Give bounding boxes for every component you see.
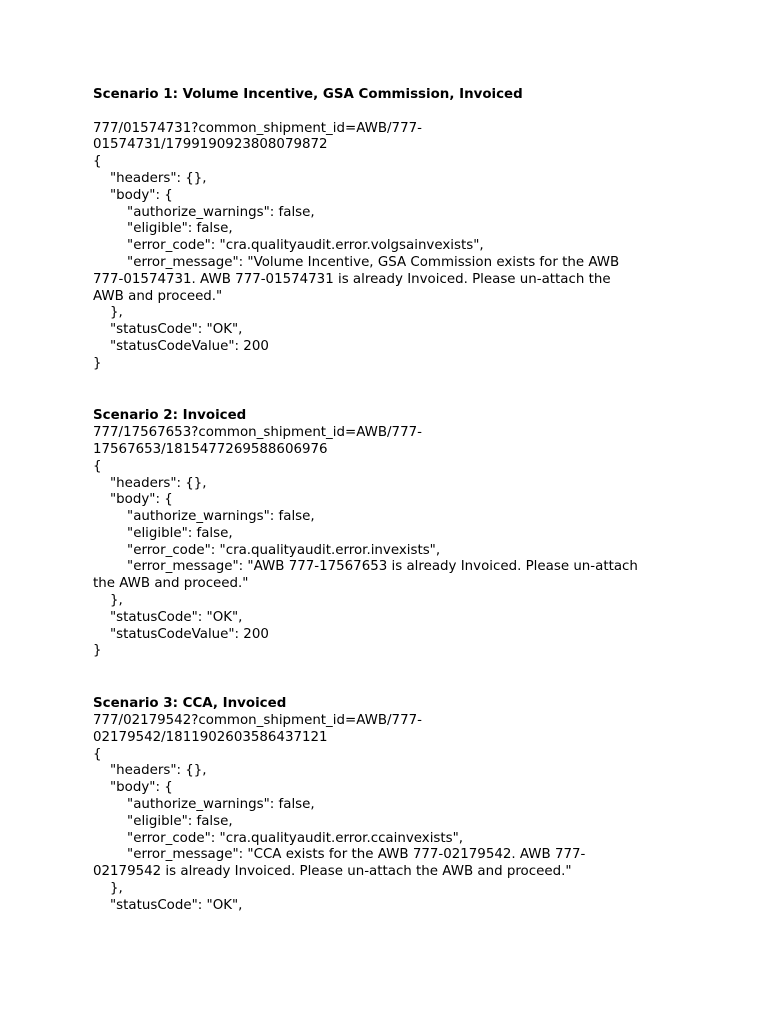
json-line: "statusCode": "OK", <box>93 610 243 625</box>
json-line: "authorize_warnings": false, <box>93 797 315 812</box>
json-line: "error_code": "cra.qualityaudit.error.volgsainvexists", <box>93 238 484 253</box>
json-line: "authorize_warnings": false, <box>93 509 315 524</box>
json-line: "error_code": "cra.qualityaudit.error.ccainvexists", <box>93 831 464 846</box>
json-line: "error_message": "AWB 777-17567653 is already Invoiced. Please un-attach <box>93 559 638 574</box>
json-line: the AWB and proceed." <box>93 576 249 591</box>
json-line: }, <box>93 305 123 320</box>
scenario-heading: Scenario 1: Volume Incentive, GSA Commission, Invoiced <box>93 87 523 102</box>
scenario-heading: Scenario 3: CCA, Invoiced <box>93 696 287 711</box>
json-line: "error_message": "CCA exists for the AWB 777-02179542. AWB 777- <box>93 847 586 862</box>
json-line: "eligible": false, <box>93 221 233 236</box>
json-line: } <box>93 643 102 658</box>
json-line: "error_code": "cra.qualityaudit.error.invexists", <box>93 543 441 558</box>
json-line: { <box>93 747 102 762</box>
json-line: "statusCode": "OK", <box>93 898 243 913</box>
request-url-line: 777/17567653?common_shipment_id=AWB/777- <box>93 425 422 440</box>
json-line: "authorize_warnings": false, <box>93 205 315 220</box>
json-line: "statusCodeValue": 200 <box>93 339 269 354</box>
json-line: 02179542 is already Invoiced. Please un-attach the AWB and proceed." <box>93 864 572 879</box>
json-line: "statusCode": "OK", <box>93 322 243 337</box>
request-url-line: 02179542/1811902603586437121 <box>93 730 328 745</box>
json-line: "headers": {}, <box>93 171 207 186</box>
json-line: { <box>93 154 102 169</box>
json-line: 777-01574731. AWB 777-01574731 is already Invoiced. Please un-attach the <box>93 272 611 287</box>
json-line: "body": { <box>93 780 173 795</box>
request-url-line: 777/02179542?common_shipment_id=AWB/777- <box>93 713 422 728</box>
request-url-line: 17567653/1815477269588606976 <box>93 442 328 457</box>
json-line: "headers": {}, <box>93 763 207 778</box>
json-line: { <box>93 459 102 474</box>
scenario-heading: Scenario 2: Invoiced <box>93 408 247 423</box>
json-line: }, <box>93 593 123 608</box>
json-line: } <box>93 356 102 371</box>
json-line: "headers": {}, <box>93 476 207 491</box>
json-line: "eligible": false, <box>93 526 233 541</box>
json-line: AWB and proceed." <box>93 289 223 304</box>
json-line: "body": { <box>93 492 173 507</box>
json-line: "error_message": "Volume Incentive, GSA Commission exists for the AWB <box>93 255 620 270</box>
request-url-line: 777/01574731?common_shipment_id=AWB/777- <box>93 121 422 136</box>
request-url-line: 01574731/1799190923808079872 <box>93 137 328 152</box>
json-line: "statusCodeValue": 200 <box>93 627 269 642</box>
json-line: "eligible": false, <box>93 814 233 829</box>
json-line: }, <box>93 881 123 896</box>
json-line: "body": { <box>93 188 173 203</box>
